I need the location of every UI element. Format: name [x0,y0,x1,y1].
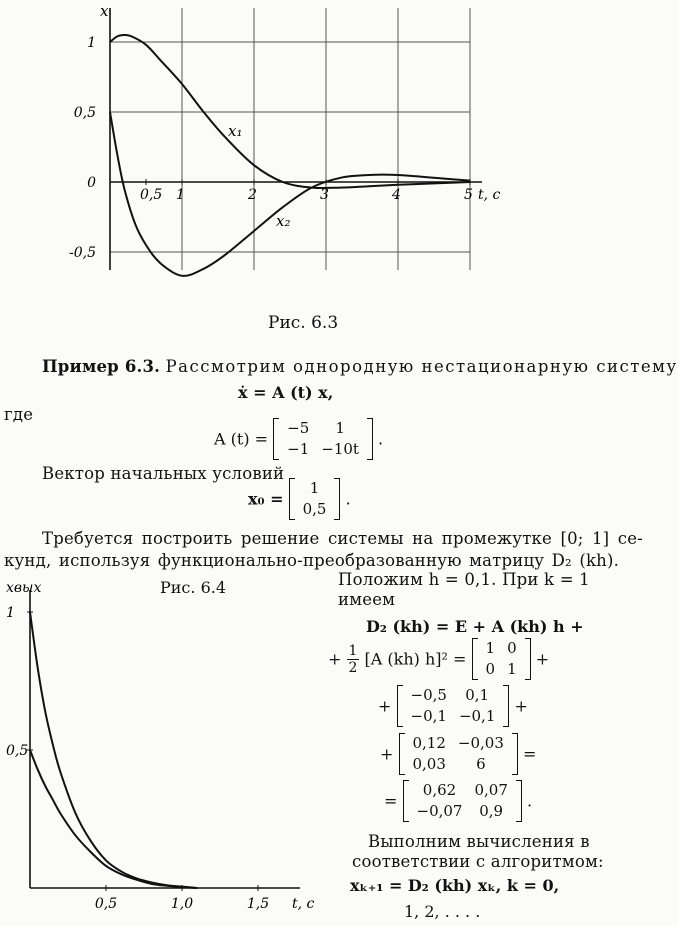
y-tick-label: 0,5 [6,743,29,759]
algorithm-equation-2: 1, 2, . . . . [404,902,481,921]
M2-matrix-cell: 6 [476,755,486,773]
curve-label-x2: x₂ [276,212,291,230]
figure-6-4-caption: Рис. 6.4 [160,578,227,597]
example-line1: Рассмотрим однородную нестационарную систему [165,357,678,376]
M2-matrix-cell: 0,03 [412,755,446,773]
A-end: . [378,429,384,449]
x-tick-label: 2 [248,187,257,203]
A-matrix-cell: −5 [287,419,310,437]
algorithm-equation: xₖ₊₁ = D₂ (kh) xₖ, k = 0, [350,876,560,895]
right-line2: имеем [338,590,396,609]
plus-sign-3: + [380,744,394,764]
y-tick-label: 0,5 [73,105,96,121]
algorithm-line1: Выполним вычисления в [368,832,590,851]
x0-matrix-cell: 1 [309,479,320,497]
fraction-half: $\frac{1}{2}$ [348,642,358,676]
y-tick-label: 0 [87,175,96,191]
y-tick-label: -0,5 [69,245,96,261]
x-tick-label: 1,0 [170,896,194,912]
M1-matrix-cell: −0,1 [410,707,447,725]
x0-end: . [345,489,351,509]
series-line-1 [30,612,197,888]
M3-matrix-cell: −0,07 [416,802,463,820]
E-matrix-cell: 1 [507,660,517,678]
x-tick-label: 3 [320,187,329,203]
trailing-plus-2: + [514,696,528,716]
x-tick-label: 0,5 [140,187,163,203]
plus-sign-2: + [378,696,392,716]
example-intro-line [42,355,678,379]
y-tick-label: 1 [87,35,96,51]
M1-matrix [397,685,510,727]
E-matrix-cell: 0 [485,660,496,678]
x0-matrix-cell: 0,5 [302,500,327,518]
x-tick-label: 1,5 [246,896,270,912]
eq-sign: = [384,791,398,811]
x-axis-label: t, с [478,187,501,203]
figure-6-3 [0,0,600,300]
d2-line4 [380,733,536,775]
M1-matrix-cell: −0,5 [410,686,447,704]
where-word: где [4,405,34,424]
A-matrix-cell: −10t [321,440,359,458]
d2-line5 [384,780,532,822]
M3-matrix-cell: 0,9 [479,802,504,820]
paragraph2-line2: кунд, используя функционально-преобразованную матрицу D₂ (kh). [4,551,620,570]
plus-sign: + [328,649,342,669]
M1-matrix-cell: 0,1 [465,686,490,704]
M3-matrix-cell: 0,62 [422,781,457,799]
trailing-eq: = [522,744,537,764]
M1-matrix-cell: −0,1 [458,707,496,725]
A-matrix [273,418,373,460]
x-tick-label: 0,5 [94,896,118,912]
square-term: [A (kh) h]² = [364,649,467,669]
paragraph2-line1: Требуется построить решение системы на промежутке [0; 1] се- [42,529,643,548]
d2-line3 [378,685,528,727]
E-matrix [472,638,531,680]
A-lhs: A (t) = [214,429,269,449]
x-axis-label: t, с [292,896,315,912]
M3-matrix-cell: 0,07 [474,781,508,799]
x0-lhs: x₀ = [248,489,284,509]
curve-label-x1: x₁ [228,122,243,140]
E-matrix-cell: 1 [485,639,496,657]
x-tick-label: 5 [464,187,473,203]
A-matrix-cell: −1 [287,440,310,458]
right-line1: Положим h = 0,1. При k = 1 [338,570,590,589]
d2-definition: D₂ (kh) = E + A (kh) h + [366,617,584,636]
figure-6-3-caption: Рис. 6.3 [268,313,339,333]
figure-6-4 [0,570,330,926]
M2-matrix-cell: −0,03 [457,734,504,752]
M2-matrix-cell: 0,12 [412,734,446,752]
equation-x0 [248,478,351,520]
M3-matrix [403,780,522,822]
series-line-2 [110,112,470,276]
example-heading: Пример 6.3. [42,357,161,376]
A-matrix-cell: 1 [335,419,345,437]
trailing-dot: . [526,791,533,811]
initial-conditions-text: Вектор начальных условий [42,464,285,483]
y-tick-label: 1 [6,605,15,621]
x0-matrix [289,478,341,520]
y-axis-label: xвых [6,580,42,596]
equation-state: ẋ = A (t) x, [238,383,334,402]
x-tick-label: 1 [176,187,185,203]
algorithm-line2: соответствии с алгоритмом: [352,852,604,871]
y-axis-label: x [100,2,109,20]
d2-line2 [328,638,549,680]
trailing-plus-1: + [535,649,550,669]
x-tick-label: 4 [392,187,401,203]
equation-A [214,418,383,460]
M2-matrix [399,733,518,775]
E-matrix-cell: 0 [507,639,517,657]
